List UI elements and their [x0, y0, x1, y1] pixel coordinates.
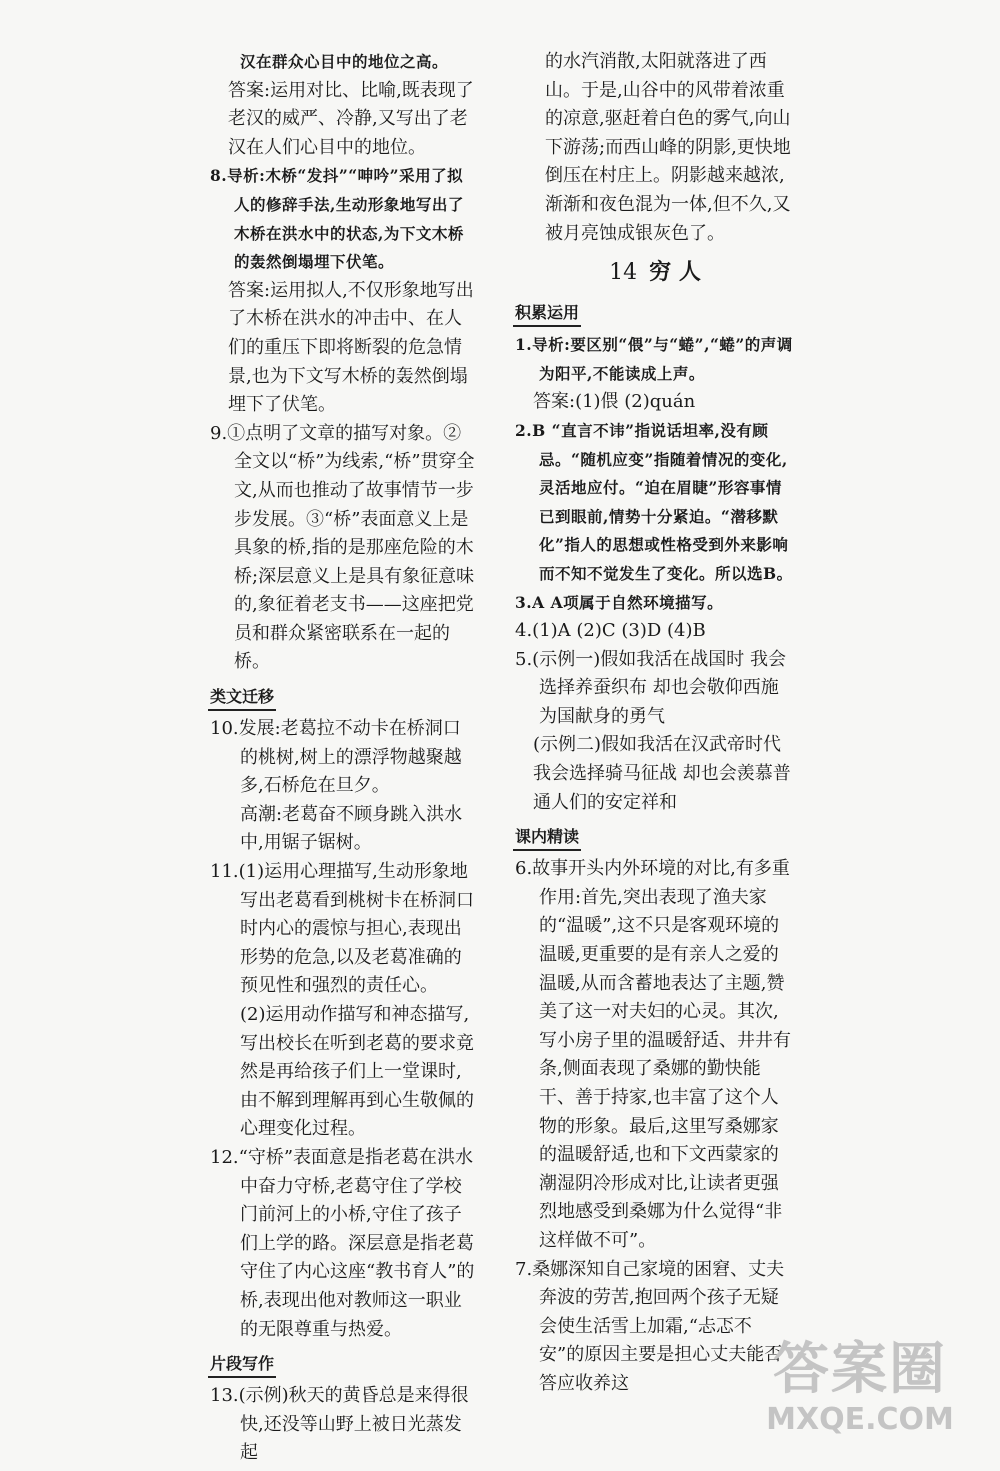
right-para-2: 1.导析:要区别“偎”与“蜷”,“蜷”的声调为阳平,不能读成上声。: [515, 335, 793, 383]
right-para-3: 答案:(1)偎 (2)quán: [533, 391, 696, 413]
left-para-10: 12.“守桥”表面意是指老葛在洪水中奋力守桥,老葛守住了学校门前河上的小桥,守住了孩子们上学的路。深层意是指老葛守住了内心这座“教书育人”的桥,表现出他对教师这一职业的无限尊重与热爱。: [210, 1146, 475, 1340]
right-para-9: 课内精读: [513, 825, 581, 851]
right-para-4: 2.B “直言不讳”指说话坦率,没有顾忌。“随机应变”指随着情况的变化,灵活地应付。“迫在眉睫”形容事情已到眼前,情势十分紧迫。“潜移默化”指人的思想或性格受到外来影响而不知不觉发生了变化。所以选B。: [515, 420, 793, 583]
left-para-12: 13.(示例)秋天的黄昏总是来得很快,还没等山野上被日光蒸发起: [210, 1385, 469, 1464]
left-para-8: 11.(1)运用心理描写,生动形象地写出老葛看到桃树卡在桥洞口时内心的震惊与担心,表现出形势的危急,以及老葛准确的预见性和强烈的责任心。: [210, 861, 474, 997]
right-para-5: 3.A A项属于自然环境描写。: [515, 592, 724, 612]
right-para-11: 7.桑娜深知自己家境的困窘、丈夫奔波的劳苦,抱回两个孩子无疑会使生活雪上加霜,“忐忑不安”的原因主要是担心丈夫能否答应收养这: [515, 1258, 785, 1394]
left-para-7: 高潮:老葛奋不顾身跳入洪水中,用锯子锯树。: [240, 803, 463, 854]
left-para-3: 答案:运用拟人,不仅形象地写出了木桥在洪水的冲击中、在人们的重压下即将断裂的危急情景,也为下文写木桥的轰然倒塌埋下了伏笔。: [228, 279, 474, 416]
right-para-1: 积累运用: [513, 301, 581, 327]
watermark-text: 答案圈: [773, 1337, 947, 1402]
left-para-2: 8.导析:木桥“发抖”“呻吟”采用了拟人的修辞手法,生动形象地写出了木桥在洪水中的状态,为下文木桥的轰然倒塌埋下伏笔。: [210, 166, 464, 272]
watermark-url: MXQE.COM: [766, 1402, 954, 1437]
right-para-8: (示例二)假如我活在汉武帝时代 我会选择骑马征战 却也会羡慕普通人们的安定祥和: [533, 734, 791, 813]
right-para-0: 的水汽消散,太阳就落进了西山。于是,山谷中的风带着浓重的凉意,驱赶着白色的雾气,向山下游荡;而西山峰的阴影,更快地倒压在村庄上。阴影越来越浓,渐渐和夜色混为一体,但不久,又被月亮蚀成银灰色了。: [545, 51, 791, 244]
left-para-6: 10.发展:老葛拉不动卡在桥洞口的桃树,树上的漂浮物越聚越多,石桥危在旦夕。: [210, 718, 462, 797]
left-para-9: (2)运用动作描写和神态描写,写出校长在听到老葛的要求竟然是再给孩子们上一堂课时,由不解到理解再到心生敬佩的心理变化过程。: [240, 1004, 474, 1140]
left-para-0: 汉在群众心目中的地位之高。: [240, 52, 449, 71]
left-para-1: 答案:运用对比、比喻,既表现了老汉的威严、冷静,又写出了老汉在人们心目中的地位。: [228, 79, 474, 158]
left-para-11: 片段写作: [208, 1352, 276, 1378]
left-column: [210, 48, 478, 1468]
left-para-5: 类文迁移: [208, 685, 276, 711]
right-para-10: 6.故事开头内外环境的对比,有多重作用:首先,突出表现了渔夫家的“温暖”,这不只是客观环境的温暖,更重要的是有亲人之爱的温暖,从而含蓄地表达了主题,赞美了这一对夫妇的心灵。其次,写小房子里的温暖舒适、井井有条,侧面表现了桑娜的勤快能干、善于持家,也丰富了这个人物的形象。最后,这里写桑娜家的温暖舒适,也和下文西蒙家的潮湿阴冷形成对比,让读者更强烈地感受到桑娜为什么觉得“非这样做不可”。: [515, 858, 791, 1251]
right-para-6: 4.(1)A (2)C (3)D (4)B: [515, 620, 706, 642]
lesson-number: 14: [609, 260, 638, 286]
left-para-4: 9.①点明了文章的描写对象。②全文以“桥”为线索,“桥”贯穿全文,从而也推动了故事情节一步步发展。③“桥”表面意义上是具象的桥,指的是那座危险的木桥;深层意义上是具有象征意味的,象征着老支书——这座把党员和群众紧密联系在一起的桥。: [210, 422, 475, 673]
right-column: [515, 48, 795, 1399]
lesson-title: [515, 252, 795, 293]
lesson-title-text: 穷 人: [649, 259, 701, 286]
watermark-logo: [750, 1337, 970, 1457]
right-para-7: 5.(示例一)假如我活在战国时 我会选择养蚕织布 却也会敬仰西施为国献身的勇气: [515, 648, 786, 727]
